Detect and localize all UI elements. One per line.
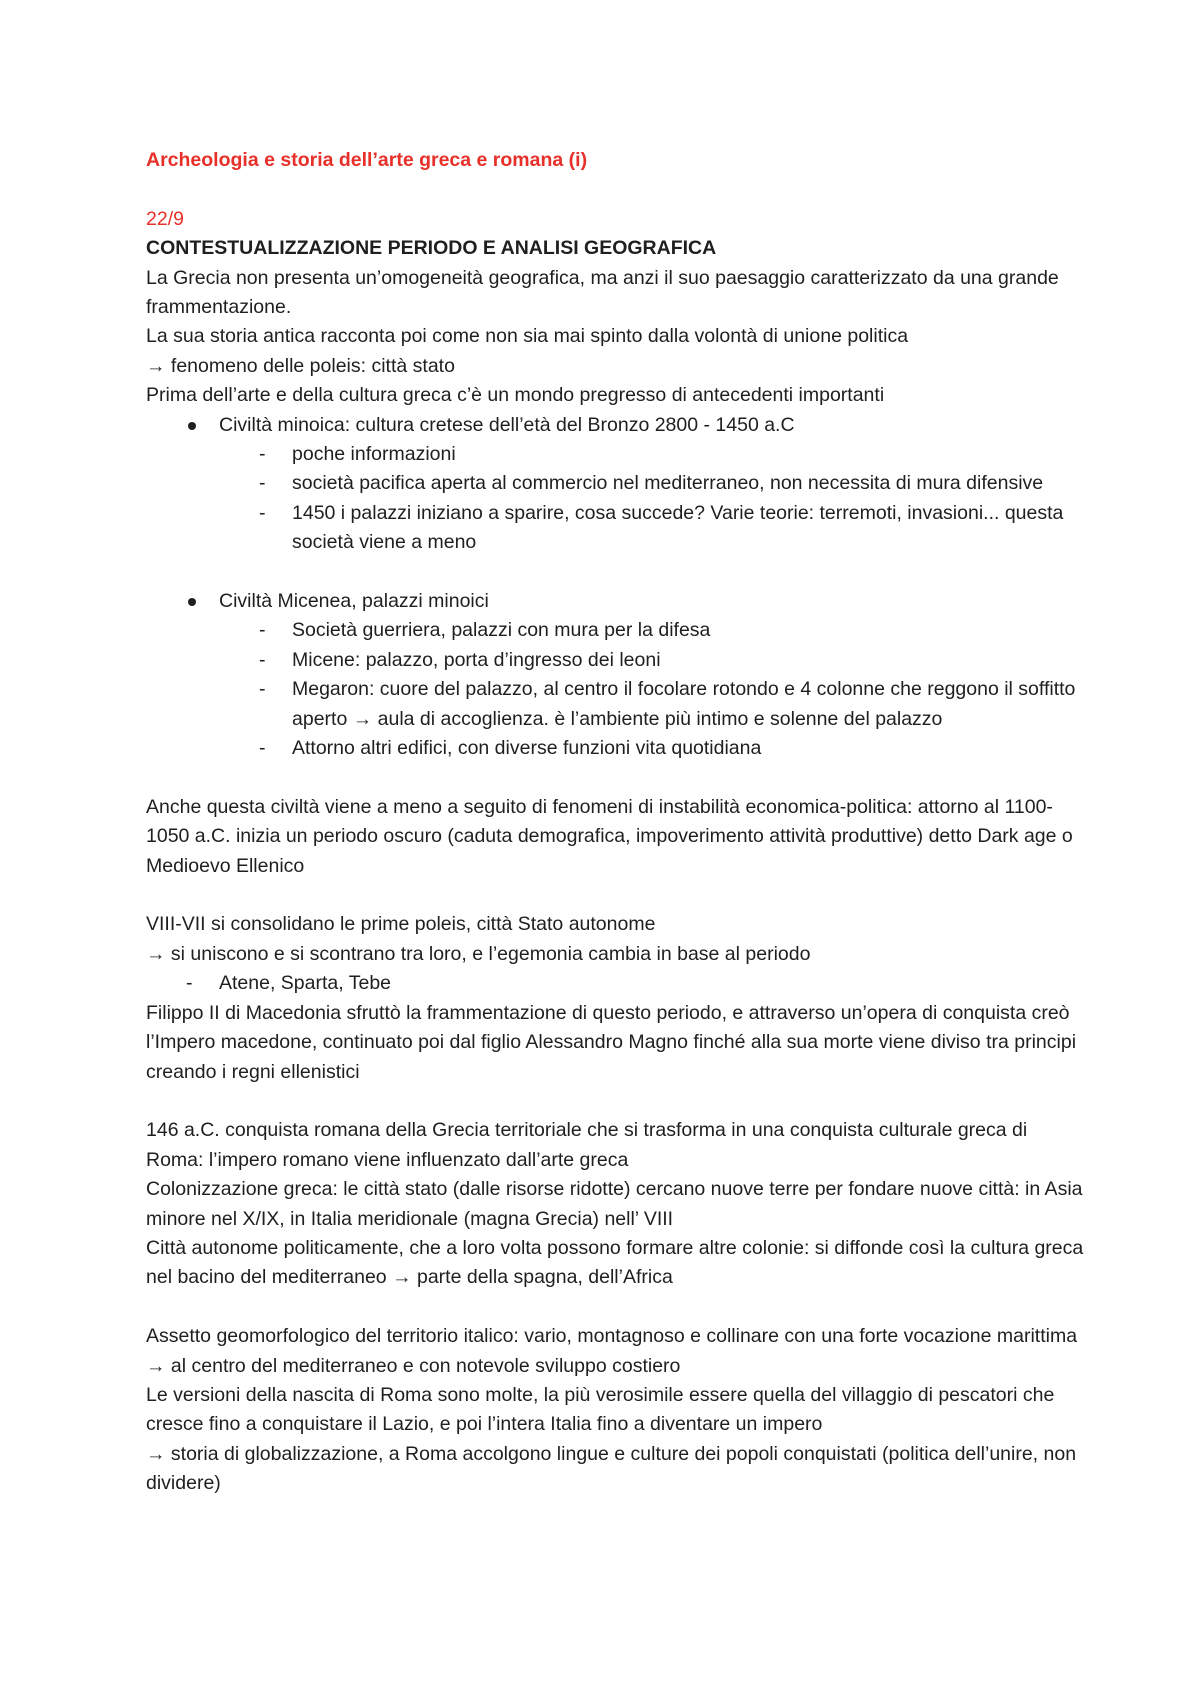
list-item: - Micene: palazzo, porta d’ingresso dei leoni: [219, 646, 1086, 675]
civilizations-list: [146, 411, 1086, 558]
paragraph: Città autonome politicamente, che a loro volta possono formare altre colonie: si diffonde così la cultura greca nel bacino del mediterraneo → parte della spagna, dell’Africa: [146, 1236, 1084, 1289]
paragraph: VIII-VII si consolidano le prime poleis, città Stato autonome: [146, 913, 656, 936]
spacer: [146, 558, 1086, 587]
paragraph: Colonizzazione greca: le città stato (dalle risorse ridotte) cercano nuove terre per fondare nuove città: in Asia minore nel X/IX, in Italia meridionale (magna Grecia) nell’ VIII: [146, 1178, 1083, 1230]
list-item: - Società guerriera, palazzi con mura per la difesa: [219, 616, 1086, 645]
list-item: - Megaron: cuore del palazzo, al centro il focolare rotondo e 4 colonne che reggono il soffitto aperto → aula di accoglienza. è l’ambiente più intimo e solenne del palazzo: [219, 675, 1086, 734]
list-item: - Atene, Sparta, Tebe: [146, 969, 1086, 998]
list-item: - poche informazioni: [219, 440, 1086, 469]
spacer: [146, 175, 1086, 204]
section-heading: CONTESTUALIZZAZIONE PERIODO E ANALISI GEOGRAFICA: [146, 237, 717, 260]
paragraph: Filippo II di Macedonia sfruttò la frammentazione di questo periodo, e attraverso un’opera di conquista creò l’Impero macedone, continuato poi dal figlio Alessandro Magno finché alla sua morte viene diviso tra principi creando i regni ellenistici: [146, 1001, 1077, 1083]
document-page: [146, 146, 1086, 1499]
paragraph: La sua storia antica racconta poi come non sia mai spinto dalla volontà di unione politica: [146, 325, 909, 348]
paragraph: → si uniscono e si scontrano tra loro, e l’egemonia cambia in base al periodo: [146, 942, 811, 965]
spacer: [146, 1087, 1086, 1116]
list-item-minoan: [146, 411, 1086, 558]
paragraph: 146 a.C. conquista romana della Grecia territoriale che si trasforma in una conquista culturale greca di Roma: l’impero romano viene influenzato dall’arte greca: [146, 1119, 1028, 1171]
bullet-label: Civiltà minoica: cultura cretese dell’età del Bronzo 2800 - 1450 a.C: [219, 413, 795, 436]
paragraph: Assetto geomorfologico del territorio italico: vario, montagnoso e collinare con una forte vocazione marittima → al centro del mediterraneo e con notevole sviluppo costiero: [146, 1325, 1078, 1377]
paragraph: → fenomeno delle poleis: città stato: [146, 354, 455, 377]
lecture-date: 22/9: [146, 207, 184, 230]
spacer: [146, 881, 1086, 910]
list-item: - 1450 i palazzi iniziano a sparire, cosa succede? Varie teorie: terremoti, invasioni... questa società viene a meno: [219, 499, 1086, 558]
spacer: [146, 763, 1086, 792]
paragraph: Anche questa civiltà viene a meno a seguito di fenomeni di instabilità economica-politica: attorno al 1100-1050 a.C. inizia un periodo oscuro (caduta demografica, impoverimento attività produttive) detto Dark age o Medioevo Ellenico: [146, 795, 1073, 877]
paragraph: Le versioni della nascita di Roma sono molte, la più verosimile essere quella del villaggio di pescatori che cresce fino a conquistare il Lazio, e poi l’intera Italia fino a diventare un impero: [146, 1383, 1055, 1436]
paragraph: → storia di globalizzazione, a Roma accolgono lingue e culture dei popoli conquistati (politica dell’unire, non dividere): [146, 1442, 1077, 1495]
spacer: [146, 1293, 1086, 1322]
minoan-sublist: [219, 440, 1086, 558]
list-item-mycenaean: [146, 587, 1086, 763]
poleis-list: [146, 969, 1086, 998]
list-item: - società pacifica aperta al commercio nel mediterraneo, non necessita di mura difensive: [219, 469, 1086, 498]
paragraph: La Grecia non presenta un’omogeneità geografica, ma anzi il suo paesaggio caratterizzato da una grande frammentazione.: [146, 266, 1059, 318]
list-item: - Attorno altri edifici, con diverse funzioni vita quotidiana: [219, 734, 1086, 763]
paragraph: Prima dell’arte e della cultura greca c’è un mondo pregresso di antecedenti importanti: [146, 384, 885, 407]
bullet-label: Civiltà Micenea, palazzi minoici: [219, 590, 489, 613]
civilizations-list: [146, 587, 1086, 763]
mycenaean-sublist: [219, 616, 1086, 763]
document-title: Archeologia e storia dell’arte greca e romana (i): [146, 149, 588, 171]
